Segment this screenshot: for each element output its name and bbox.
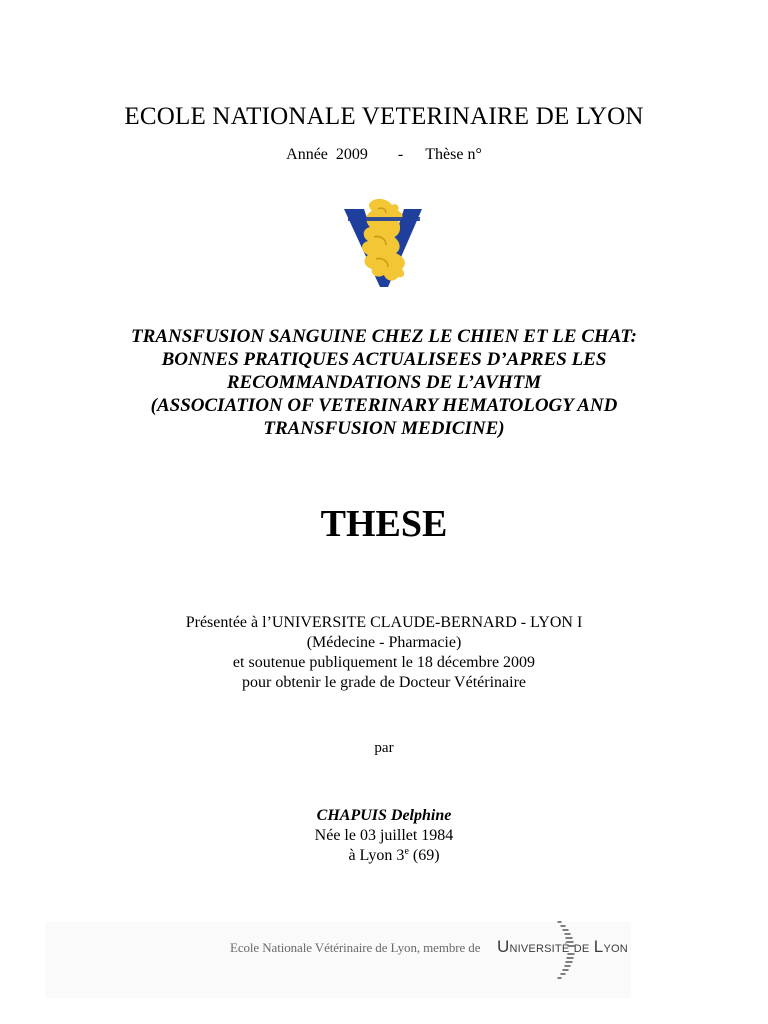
author-birthplace (0, 846, 768, 866)
year-separator: - (397, 146, 404, 163)
author-birthdate: Née le 03 juillet 1984 (314, 827, 454, 844)
presentation-line: pour obtenir le grade de Docteur Vétérinaire (241, 674, 527, 691)
title-line: (ASSOCIATION OF VETERINARY HEMATOLOGY AND (150, 395, 618, 416)
footer-text: Ecole Nationale Vétérinaire de Lyon, membre de (230, 940, 481, 955)
title-line: TRANSFUSION MEDICINE) (263, 418, 505, 439)
par-label: par (374, 740, 394, 756)
brand-l: L (593, 937, 604, 956)
year-line (0, 146, 768, 164)
presentation-block (0, 613, 768, 693)
title-line: TRANSFUSION SANGUINE CHEZ LE CHIEN ET LE CHAT: (131, 326, 637, 347)
title-line: RECOMMANDATIONS DE L’AVHTM (226, 372, 542, 393)
presentation-line: (Médecine - Pharmacie) (306, 634, 462, 651)
birthplace-suffix: (69) (408, 847, 440, 864)
university-arc-logo-icon (552, 918, 578, 982)
birthplace-prefix: à Lyon 3 (348, 847, 405, 864)
brand-yon: YON (603, 943, 628, 955)
title-line: BONNES PRATIQUES ACTUALISEES D’APRES LES (161, 349, 607, 370)
presentation-line: et soutenue publiquement le 18 décembre 2009 (232, 654, 536, 671)
school-name: ECOLE NATIONALE VETERINAIRE DE LYON (124, 103, 644, 130)
presentation-line: Présentée à l’UNIVERSITE CLAUDE-BERNARD - LYON I (185, 614, 583, 631)
author-block (0, 806, 768, 866)
brand-u: U (497, 937, 510, 956)
footer-band (45, 922, 631, 998)
author-name: CHAPUIS Delphine (316, 807, 452, 824)
brand-de: DE (573, 943, 590, 955)
brand-mid: NIVERSITÉ (509, 943, 570, 955)
document-type-heading: THESE (320, 503, 448, 545)
birthplace-superscript: e (404, 846, 409, 857)
these-number-label: Thèse n° (425, 146, 482, 163)
year-value: 2009 (335, 146, 368, 163)
year-label: Année (286, 146, 328, 163)
lion-v-emblem-icon (342, 197, 426, 289)
thesis-title (0, 325, 768, 440)
